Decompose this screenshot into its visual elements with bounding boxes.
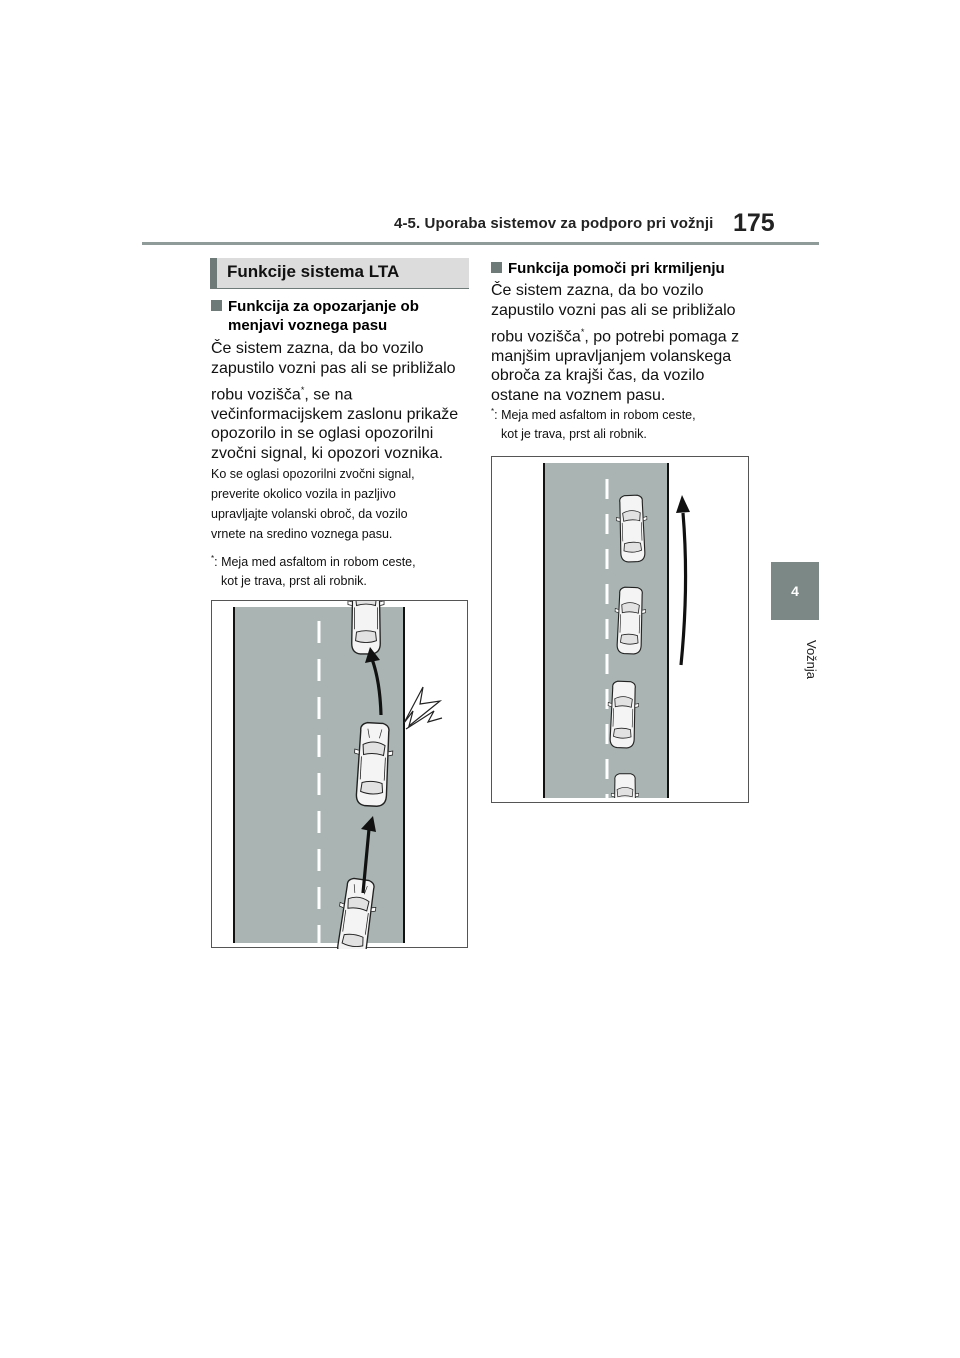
subheading-steering-assist: Funkcija pomoči pri krmiljenju [491,259,725,278]
arrow-steer-head [676,495,690,513]
subheading-lane-departure: Funkcija za opozarjanje ob menjavi voznega pasu [211,297,419,335]
car-top [628,457,655,459]
instruction-text: Ko se oglasi opozorilni zvočni signal, preverite okolico vozila in pazljivo upravljajte volanski obroč, da vozilo vrnete na sredino voznega pasu. [211,467,415,541]
header-rule [142,242,819,245]
car-ahead [348,601,384,654]
footnote-left: *: Meja med asfaltom in robom ceste, kot je trava, prst ali robnik. [211,554,416,589]
section-heading-text: Funkcije sistema LTA [227,262,400,281]
footnote-right: *: Meja med asfaltom in robom ceste, kot je trava, prst ali robnik. [491,407,696,442]
square-bullet-icon [491,262,502,273]
paragraph-lane-departure: Če sistem zazna, da bo vozilo zapustilo vozni pas ali se približalo robu vozišča*, se na večinformacijskem zaslonu prikaže opozorilo in se oglasi opozorilni zvočni signal, ki opozori voznika. [211,340,459,462]
lane-departure-figure [211,600,468,948]
section-heading [210,258,469,289]
square-bullet-icon [211,300,222,311]
steering-assist-figure [491,456,749,803]
chapter-tab: 4 [771,562,819,620]
arrow-steer [681,513,686,665]
section-title: 4-5. Uporaba sistemov za podporo pri vožnji [394,215,714,232]
paragraph-steering-assist: Če sistem zazna, da bo vozilo zapustilo vozni pas ali se približalo robu vozišča*, po potrebi pomaga z manjšim upravljanjem volanskega obroča za krajši čas, da vozilo ostane na voznem pasu. [491,282,740,404]
car-bottom [611,774,638,804]
page-number: 175 [733,209,775,237]
chapter-label: Vožnja [804,640,819,680]
